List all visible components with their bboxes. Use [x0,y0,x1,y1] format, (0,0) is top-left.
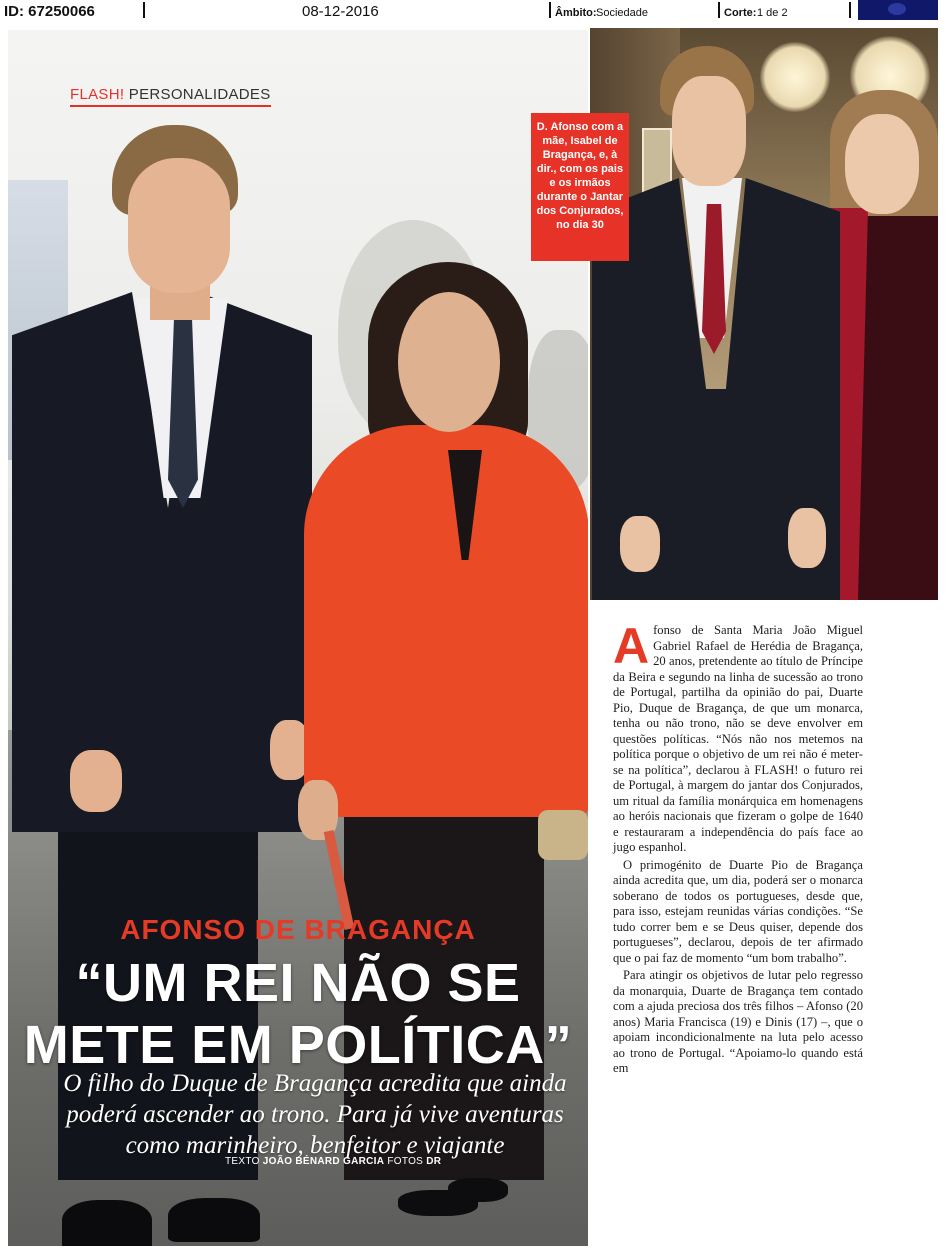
ambito-value: Sociedade [596,7,648,19]
section-category: PERSONALIDADES [128,86,271,103]
ceiling-light [760,42,830,112]
clipping-id: ID: 67250066 [4,3,95,20]
headline-line-2: METE EM POLÍTICA” [23,1015,573,1075]
credits-photo-label: FOTOS [387,1156,424,1167]
man-shoe [168,1198,260,1242]
section-brand: FLASH! [70,86,125,103]
section-label [70,86,271,107]
article-body [613,618,863,1079]
clutch-bag [538,810,588,860]
corte-value: 1 de 2 [757,7,788,19]
credits [225,1156,441,1167]
corte-label: Corte: [724,7,757,19]
girl-face [845,114,919,214]
woman-face [398,292,500,432]
clipping-header [0,0,947,26]
drop-cap: A [613,618,650,674]
headline-line-1: “UM REI NÃO SE [75,953,521,1013]
header-divider [718,2,720,18]
woman-blouse [304,425,588,817]
family-photo [590,28,938,600]
header-divider [549,2,551,18]
header-divider [849,2,851,18]
clipping-date: 08-12-2016 [302,3,379,20]
man-face [128,158,230,293]
header-divider [143,2,145,18]
man-hand [70,750,122,812]
headline [8,952,588,1076]
photo-caption: D. Afonso com a mãe, Isabel de Bragança, e, à dir., com os pais e os irmãos durante o Jantar dos Conjurados, no dia 30 [531,113,629,261]
source-logo-thumbnail [858,0,938,20]
woman-shoe [448,1178,508,1202]
boy-hand [788,508,826,568]
headline-kicker: AFONSO DE BRAGANÇA [120,914,476,945]
boy-face [672,76,746,186]
standfirst: O filho do Duque de Bragança acredita que ainda poderá ascender ao trono. Para já vive aventuras como marinheiro, benfeitor e viajante [63,1070,567,1159]
article-paragraph: Para atingir os objetivos de lutar pelo regresso da monarquia, Duarte de Bragança tem contado com a ajuda preciosa dos três filhos – Afonso (20 anos) Maria Francisca (19) e Dinis (17) –, que o apoiam incondicionalmente na luta pelo acesso ao trono de Portugal. “Apoiamo-lo quando está em [613,968,863,1075]
credits-text-label: TEXTO [225,1156,260,1167]
article-paragraph: O primogénito de Duarte Pio de Bragança ainda acredita que, um dia, poderá ser o monarca soberano de todos os portugueses, desde que, para isso, estejam reunidas várias condições. “Se tudo correr bem e se Deus quiser, depende dos portugueses”, declarou, depois de ter afirmado que o pai faz de momento “um bom trabalho”. [613,857,863,965]
article-paragraph-text: fonso de Santa Maria João Miguel Gabriel Rafael de Herédia de Bragança, 20 anos, pretendente ao título de Príncipe da Beira e segundo na linha de sucessão ao trono de Portugal, partilha da opinião do pai, Duarte Pio, Duque de Bragança, de que um monarca, tenha ou não trono, não se deve envolver em questões políticas. “Nós não nos metemos na política porque o objetivo de um rei não é meter-se na política”, declarou à FLASH! o futuro rei de Portugal, à margem do jantar dos Conjurados, um ritual da família monárquica em homenagens ao heróis nacionais que fizeram o golpe de 1640 e restauraram a independência do país face ao jugo espanhol. [613,623,863,854]
ambito-label: Âmbito: [555,7,597,19]
man-shoe [62,1200,152,1246]
credits-text-author: JOÃO BÉNARD GARCIA [262,1156,385,1167]
boy-hand [620,516,660,572]
article-paragraph [613,618,863,856]
credits-photo-author: DR [426,1156,442,1167]
